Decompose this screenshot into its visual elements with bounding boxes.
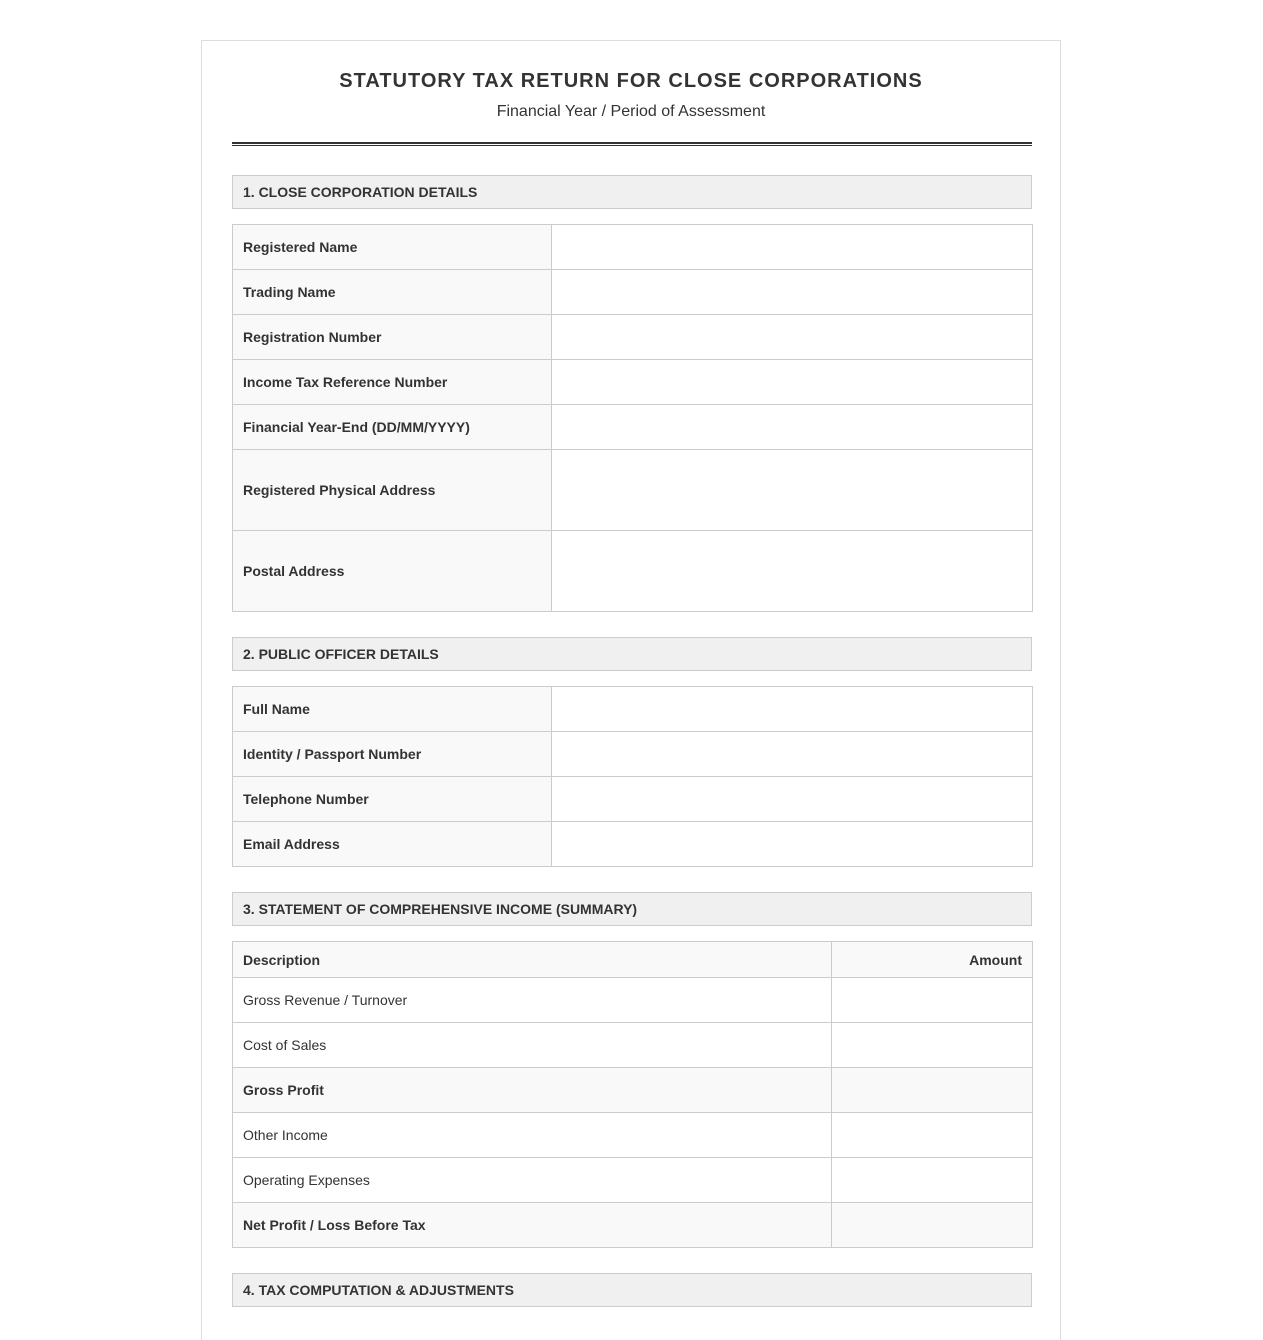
tax-reference-field[interactable] xyxy=(552,360,1033,405)
table-row xyxy=(233,822,1033,867)
registered-name-field[interactable] xyxy=(552,225,1033,270)
table-row xyxy=(233,1203,1033,1248)
income-row-label: Net Profit / Loss Before Tax xyxy=(233,1203,832,1248)
field-label-physical-address: Registered Physical Address xyxy=(233,450,552,531)
field-label-identity-number: Identity / Passport Number xyxy=(233,732,552,777)
income-row-label: Gross Profit xyxy=(233,1068,832,1113)
section-heading-tax-computation: 4. TAX COMPUTATION & ADJUSTMENTS xyxy=(232,1273,1032,1307)
other-income-amount-field[interactable] xyxy=(832,1113,1033,1158)
title-divider xyxy=(232,142,1032,146)
trading-name-field[interactable] xyxy=(552,270,1033,315)
table-row xyxy=(233,1113,1033,1158)
income-row-label: Operating Expenses xyxy=(233,1158,832,1203)
table-row xyxy=(233,777,1033,822)
year-end-field[interactable] xyxy=(552,405,1033,450)
table-row xyxy=(233,270,1033,315)
field-label-email: Email Address xyxy=(233,822,552,867)
gross-revenue-amount-field[interactable] xyxy=(832,978,1033,1023)
full-name-field[interactable] xyxy=(552,687,1033,732)
operating-expenses-amount-field[interactable] xyxy=(832,1158,1033,1203)
public-officer-table xyxy=(232,686,1033,867)
table-row xyxy=(233,978,1033,1023)
form-subtitle: Financial Year / Period of Assessment xyxy=(496,103,766,120)
table-row xyxy=(233,687,1033,732)
table-header-row xyxy=(233,942,1033,978)
physical-address-field[interactable] xyxy=(552,450,1033,531)
form-title: STATUTORY TAX RETURN FOR CLOSE CORPORATIONS xyxy=(339,70,923,92)
section-heading-corporation-details: 1. CLOSE CORPORATION DETAILS xyxy=(232,175,1032,209)
column-header-description: Description xyxy=(233,942,832,978)
table-row xyxy=(233,1158,1033,1203)
table-row xyxy=(233,1068,1033,1113)
table-row xyxy=(233,531,1033,612)
table-row xyxy=(233,1023,1033,1068)
income-row-label: Other Income xyxy=(233,1113,832,1158)
field-label-tax-reference: Income Tax Reference Number xyxy=(233,360,552,405)
field-label-telephone: Telephone Number xyxy=(233,777,552,822)
form-page xyxy=(201,40,1061,1340)
field-label-registration-number: Registration Number xyxy=(233,315,552,360)
table-row xyxy=(233,450,1033,531)
income-row-label: Cost of Sales xyxy=(233,1023,832,1068)
identity-number-field[interactable] xyxy=(552,732,1033,777)
postal-address-field[interactable] xyxy=(552,531,1033,612)
section-heading-income-statement: 3. STATEMENT OF COMPREHENSIVE INCOME (SUMMARY) xyxy=(232,892,1032,926)
field-label-year-end: Financial Year-End (DD/MM/YYYY) xyxy=(233,405,552,450)
table-row xyxy=(233,360,1033,405)
field-label-trading-name: Trading Name xyxy=(233,270,552,315)
column-header-amount: Amount xyxy=(832,942,1033,978)
telephone-field[interactable] xyxy=(552,777,1033,822)
income-row-label: Gross Revenue / Turnover xyxy=(233,978,832,1023)
table-row xyxy=(233,225,1033,270)
table-row xyxy=(233,405,1033,450)
field-label-postal-address: Postal Address xyxy=(233,531,552,612)
table-row xyxy=(233,315,1033,360)
net-profit-amount-field[interactable] xyxy=(832,1203,1033,1248)
email-field[interactable] xyxy=(552,822,1033,867)
cost-of-sales-amount-field[interactable] xyxy=(832,1023,1033,1068)
section-heading-public-officer: 2. PUBLIC OFFICER DETAILS xyxy=(232,637,1032,671)
table-row xyxy=(233,732,1033,777)
gross-profit-amount-field[interactable] xyxy=(832,1068,1033,1113)
registration-number-field[interactable] xyxy=(552,315,1033,360)
income-statement-table xyxy=(232,941,1033,1248)
field-label-registered-name: Registered Name xyxy=(233,225,552,270)
field-label-full-name: Full Name xyxy=(233,687,552,732)
corporation-details-table xyxy=(232,224,1033,612)
